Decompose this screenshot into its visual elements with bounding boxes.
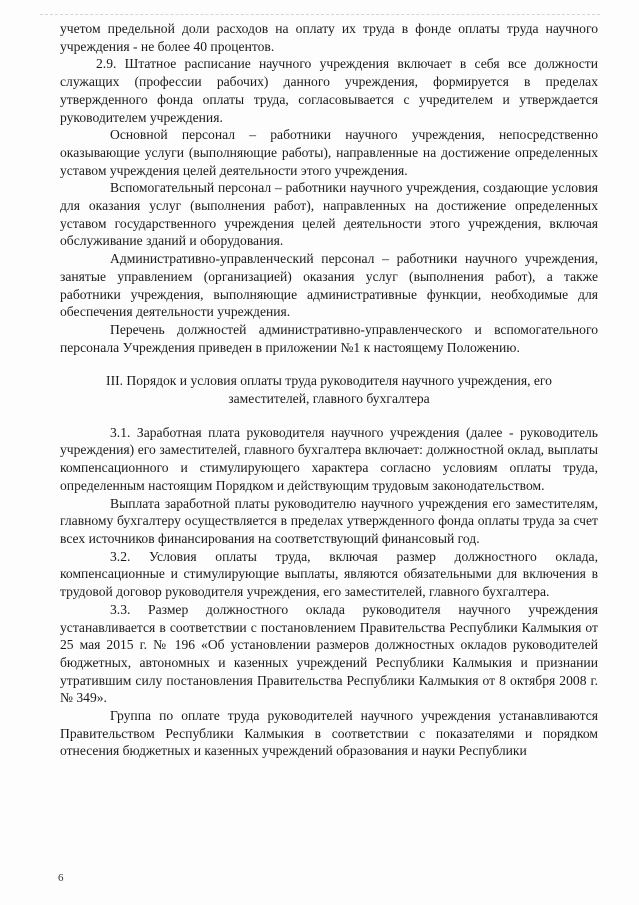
paragraph-3-3-salary-size: 3.3. Размер должностного оклада руководителя научного учреждения устанавливается в соответствии с постановлением Правительства Республики Калмыкия от 25 мая 2015 г. № 196 «Об установлении размеров должностных окладов руководителей бюджетных, автономных и казенных учреждений Республики Калмыкия и признании утратившим силу постановления Правительства Республики Калмыкия от 8 октября 2008 г. № 349». — [60, 601, 598, 706]
paragraph-3-2-conditions: 3.2. Условия оплаты труда, включая размер должностного оклада, компенсационные и стимулирующие выплаты, являются обязательными для включения в трудовой договор руководителя учреждения, его заместителей, главного бухгалтера. — [60, 548, 598, 600]
paragraph-3-1-salary: 3.1. Заработная плата руководителя научного учреждения (далее - руководитель учреждения) его заместителей, главного бухгалтера включает: должностной оклад, выплаты компенсационного и стимулирующего характера согласно условиям оплаты труда, определенным настоящим Порядком и действующим трудовым законодательством. — [60, 424, 598, 493]
paragraph-admin-staff: Административно-управленческий персонал – работники научного учреждения, занятые управлением (организацией) оказания услуг (выполнения работ), а также работники учреждения, выполняющие административные функции, необходимые для обеспечения деятельности учреждения. — [60, 251, 598, 320]
paragraph-pay-group: Группа по оплате труда руководителей научного учреждения устанавливаются Правительством Республики Калмыкия в соответствии с показателями и порядком отнесения бюджетных и казенных учреждений образования и науки Республики — [60, 708, 598, 759]
paragraph-positions-list: Перечень должностей административно-управленческого и вспомогательного персонала Учреждения приведен в приложении №1 к настоящему Положению. — [60, 321, 598, 355]
paragraph-2-9-staff-schedule: 2.9. Штатное расписание научного учреждения включает в себя все должности служащих (профессии рабочих) данного учреждения, формируется в пределах утвержденного фонда оплаты труда, согласовывается с учредителем и утверждается руководителем учреждения. — [60, 56, 598, 125]
paragraph-support-staff: Вспомогательный персонал – работники научного учреждения, создающие условия для оказания услуг (выполнения работ), направленных на достижение определенных уставом государственного учреждения целей деятельности этого учреждения, включая обслуживание зданий и оборудования. — [60, 180, 598, 249]
paragraph-continuation: учетом предельной доли расходов на оплату их труда в фонде оплаты труда научного учреждения - не более 40 процентов. — [60, 21, 598, 54]
scan-edge-line — [40, 14, 600, 15]
paragraph-main-staff: Основной персонал – работники научного учреждения, непосредственно оказывающие услуги (выполняющие работы), направленные на достижение определенных уставом учреждения целей деятельности этого учреждения. — [60, 127, 598, 178]
document-body — [60, 20, 598, 760]
page-number: 6 — [58, 872, 64, 884]
section-heading: III. Порядок и условия оплаты труда руководителя научного учреждения, его заместителей, главного бухгалтера — [106, 373, 552, 407]
paragraph-salary-payment: Выплата заработной платы руководителю научного учреждения его заместителям, главному бухгалтеру осуществляется в пределах утвержденного фонда оплаты труда за счет всех источников финансирования на соответствующий финансовый год. — [60, 495, 598, 546]
